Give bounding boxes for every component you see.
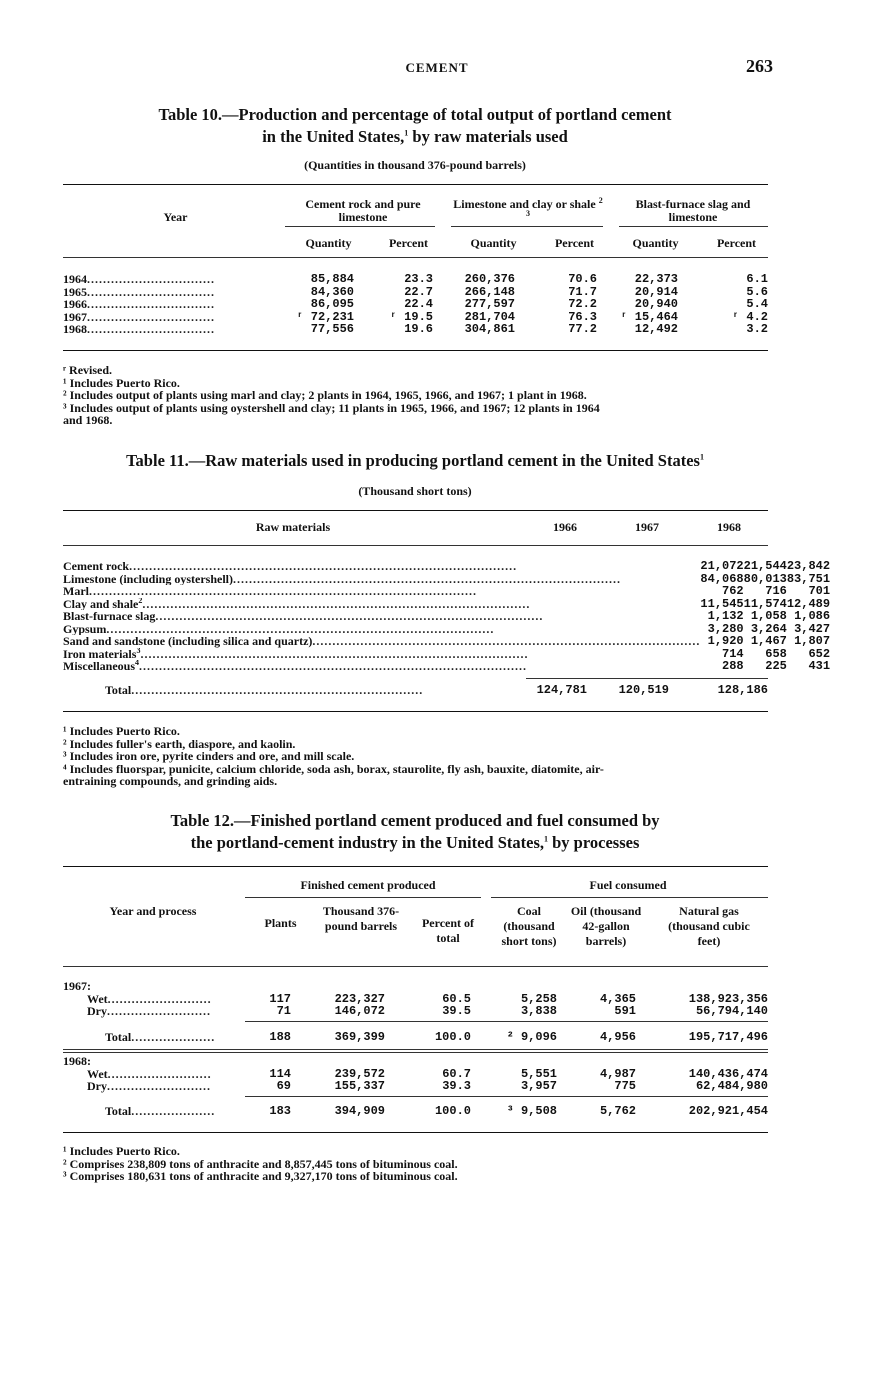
footnote: ² Includes fuller's earth, diaspore, and kaolin.: [63, 736, 296, 751]
table12-header: [63, 866, 768, 966]
table11-col-1966: 1966: [553, 520, 577, 534]
table10-title-line1: Table 10.—Production and percentage of total output of portland cement: [158, 105, 672, 124]
table-row: Sand and sandstone (including silica and quartz)................................................................................................. 1,920 1,467 1,807: [63, 634, 831, 648]
table12-group-produced: Finished cement produced: [300, 878, 436, 892]
footnote: ³ Includes iron ore, pyrite cinders and ore, and mill scale.: [63, 749, 355, 763]
table12-title: [60, 810, 770, 854]
table12-total-1967: [63, 1031, 768, 1044]
footnote: ʳ Revised.: [63, 363, 113, 377]
table10-group3: Blast-furnace slag and limestone: [635, 197, 751, 224]
footnote: ¹ Includes Puerto Rico.: [63, 1144, 180, 1158]
table10-body: [63, 273, 768, 336]
table10-group1: Cement rock and pure limestone: [305, 197, 421, 224]
footnote: ³ Includes output of plants using oystershell and clay; 11 plants in 1965, 1966, and 1967; 12 plants in 1964: [63, 400, 600, 415]
table-row: Gypsum................................................................................................. 3,280 3,264 3,427: [63, 621, 831, 636]
table12-title-line1: Table 12.—Finished portland cement produced and fuel consumed by: [170, 811, 660, 830]
table10-sub-percent-1: Percent: [388, 236, 429, 250]
table12-col-label: Year and process: [109, 904, 197, 918]
table10-footnotes: [63, 364, 773, 427]
table12-h-oil: Oil (thousand 42-gallon barrels): [570, 904, 642, 948]
footnote: ² Comprises 238,809 tons of anthracite and 8,857,445 tons of bituminous coal.: [63, 1156, 458, 1171]
footnote: entraining compounds, and grinding aids.: [63, 774, 278, 788]
footnote: ³ Comprises 180,631 tons of anthracite and 9,327,170 tons of bituminous coal.: [63, 1169, 458, 1183]
page-number: 263: [746, 56, 773, 76]
table-row: Clay and shale$^2$................................................................................................. 11,545 11,574 12,489: [63, 596, 831, 611]
footnote: ¹ Includes Puerto Rico.: [63, 375, 180, 390]
table12-title-line2: the portland-cement industry in the United States,$^1$ by processes: [190, 833, 640, 852]
table10-group2: Limestone and clay or shale $^{2 3}$: [453, 196, 603, 218]
table10-sub-percent-2: Percent: [554, 236, 595, 250]
table10-units: (Quantities in thousand 376-pound barrels): [304, 158, 526, 172]
table-row: 1968................................ 77,556 19.6 304,861 77.2 12,492 3.2: [63, 322, 768, 336]
table12-h-coal: Coal (thousand short tons): [501, 904, 557, 948]
table12-h-percent: Percent of total: [421, 916, 475, 945]
table11-col-1968: 1968: [717, 520, 741, 534]
table12-year-heading: 1968:: [63, 1055, 91, 1068]
table10-title: [60, 104, 770, 148]
footnote: ¹ Includes Puerto Rico.: [63, 724, 180, 738]
footnote: ⁴ Includes fluorspar, punicite, calcium chloride, soda ash, borax, staurolite, fly ash, bauxite, diatomite, air-: [63, 761, 604, 776]
table11-header: [63, 520, 768, 538]
table-row-total: Total..................... 188 369,399 100.0 ² 9,096 4,956 195,717,496: [105, 1030, 768, 1044]
table12-group-fuel: Fuel consumed: [589, 878, 667, 892]
table10-sub-percent-3: Percent: [716, 236, 757, 250]
table-row: 1965................................ 84,360 22.7 266,148 71.7 20,914 5.6: [63, 284, 768, 299]
table12-h-plants: Plants: [264, 916, 297, 930]
table11-body: [63, 560, 830, 673]
table10-sub-quantity-1: Quantity: [305, 236, 352, 250]
table-row: Dry.......................... 69 155,337 39.3 3,957 775 62,484,980: [87, 1079, 768, 1093]
table11-title: Table 11.—Raw materials used in producing portland cement in the United States$^1$: [126, 451, 704, 470]
table10-bottom-rule: [63, 350, 768, 351]
table10-col-year: Year: [163, 210, 188, 224]
table12-year-heading: 1967:: [63, 980, 91, 993]
table-row: 1967................................ ʳ 72,231 ʳ 19.5 281,704 76.3 ʳ 15,464 ʳ 4.2: [63, 309, 768, 324]
table-row: Iron materials$^3$................................................................................................. 714 658 652: [63, 646, 831, 661]
table12-group-1967: [63, 980, 768, 1018]
table10-sub-quantity-3: Quantity: [632, 236, 679, 250]
footnote: ² Includes output of plants using marl and clay; 2 plants in 1964, 1965, 1966, and 1967; 1 plant in 1968.: [63, 388, 587, 402]
table10-sub-quantity-2: Quantity: [470, 236, 517, 250]
table-row: Limestone (including oystershell)................................................................................................. 84,068 80,013 83,751: [63, 571, 831, 586]
table-row: Blast-furnace slag................................................................................................. 1,132 1,058 1,086: [63, 609, 831, 623]
table12-h-gas: Natural gas (thousand cubic feet): [668, 904, 750, 948]
table10-title-line2: in the United States,$^1$ by raw materials used: [262, 127, 568, 146]
table10-header: [63, 190, 768, 256]
table-row: 1966................................ 86,095 22.4 277,597 72.2 20,940 5.4: [63, 297, 768, 311]
table-row: Cement rock................................................................................................. 21,072 21,544 23,842: [63, 559, 831, 573]
table12-h-thousand: Thousand 376-pound barrels: [322, 904, 400, 933]
table-row-total: Total......................................................................... 124,781 120,519 128,186: [105, 683, 768, 697]
table-row: Miscellaneous$^4$................................................................................................. 288 225 431: [63, 659, 831, 673]
table11-total: [63, 684, 768, 697]
table-row: Wet.......................... 114 239,572 60.7 5,551 4,987 140,436,474: [87, 1066, 768, 1081]
table-row: Marl................................................................................................. 762 716 701: [63, 584, 831, 598]
footnote: and 1968.: [63, 413, 113, 427]
table11-top-rule: [63, 510, 768, 511]
table12-footnotes: [63, 1145, 773, 1183]
table12-total-1968: [63, 1105, 768, 1118]
table11-footnotes: [63, 725, 773, 788]
table-row-total: Total..................... 183 394,909 100.0 ³ 9,508 5,762 202,921,454: [105, 1104, 768, 1118]
table11-units: (Thousand short tons): [358, 484, 472, 498]
table11-col-label: Raw materials: [255, 520, 331, 534]
table-row: 1964................................ 85,884 23.3 260,376 70.6 22,373 6.1: [63, 272, 768, 286]
table11-col-1967: 1967: [635, 520, 659, 534]
running-head-title: CEMENT: [405, 60, 469, 75]
table-row: Wet.......................... 117 223,327 60.5 5,258 4,365 138,923,356: [87, 991, 768, 1006]
table12-bottom-rule: [63, 1132, 768, 1133]
running-head: [0, 56, 874, 80]
table12-group-1968: [63, 1055, 768, 1093]
table11-bottom-rule: [63, 711, 768, 712]
table10-top-rule: [63, 184, 768, 185]
table-row: Dry.......................... 71 146,072 39.5 3,838 591 56,794,140: [87, 1004, 768, 1018]
